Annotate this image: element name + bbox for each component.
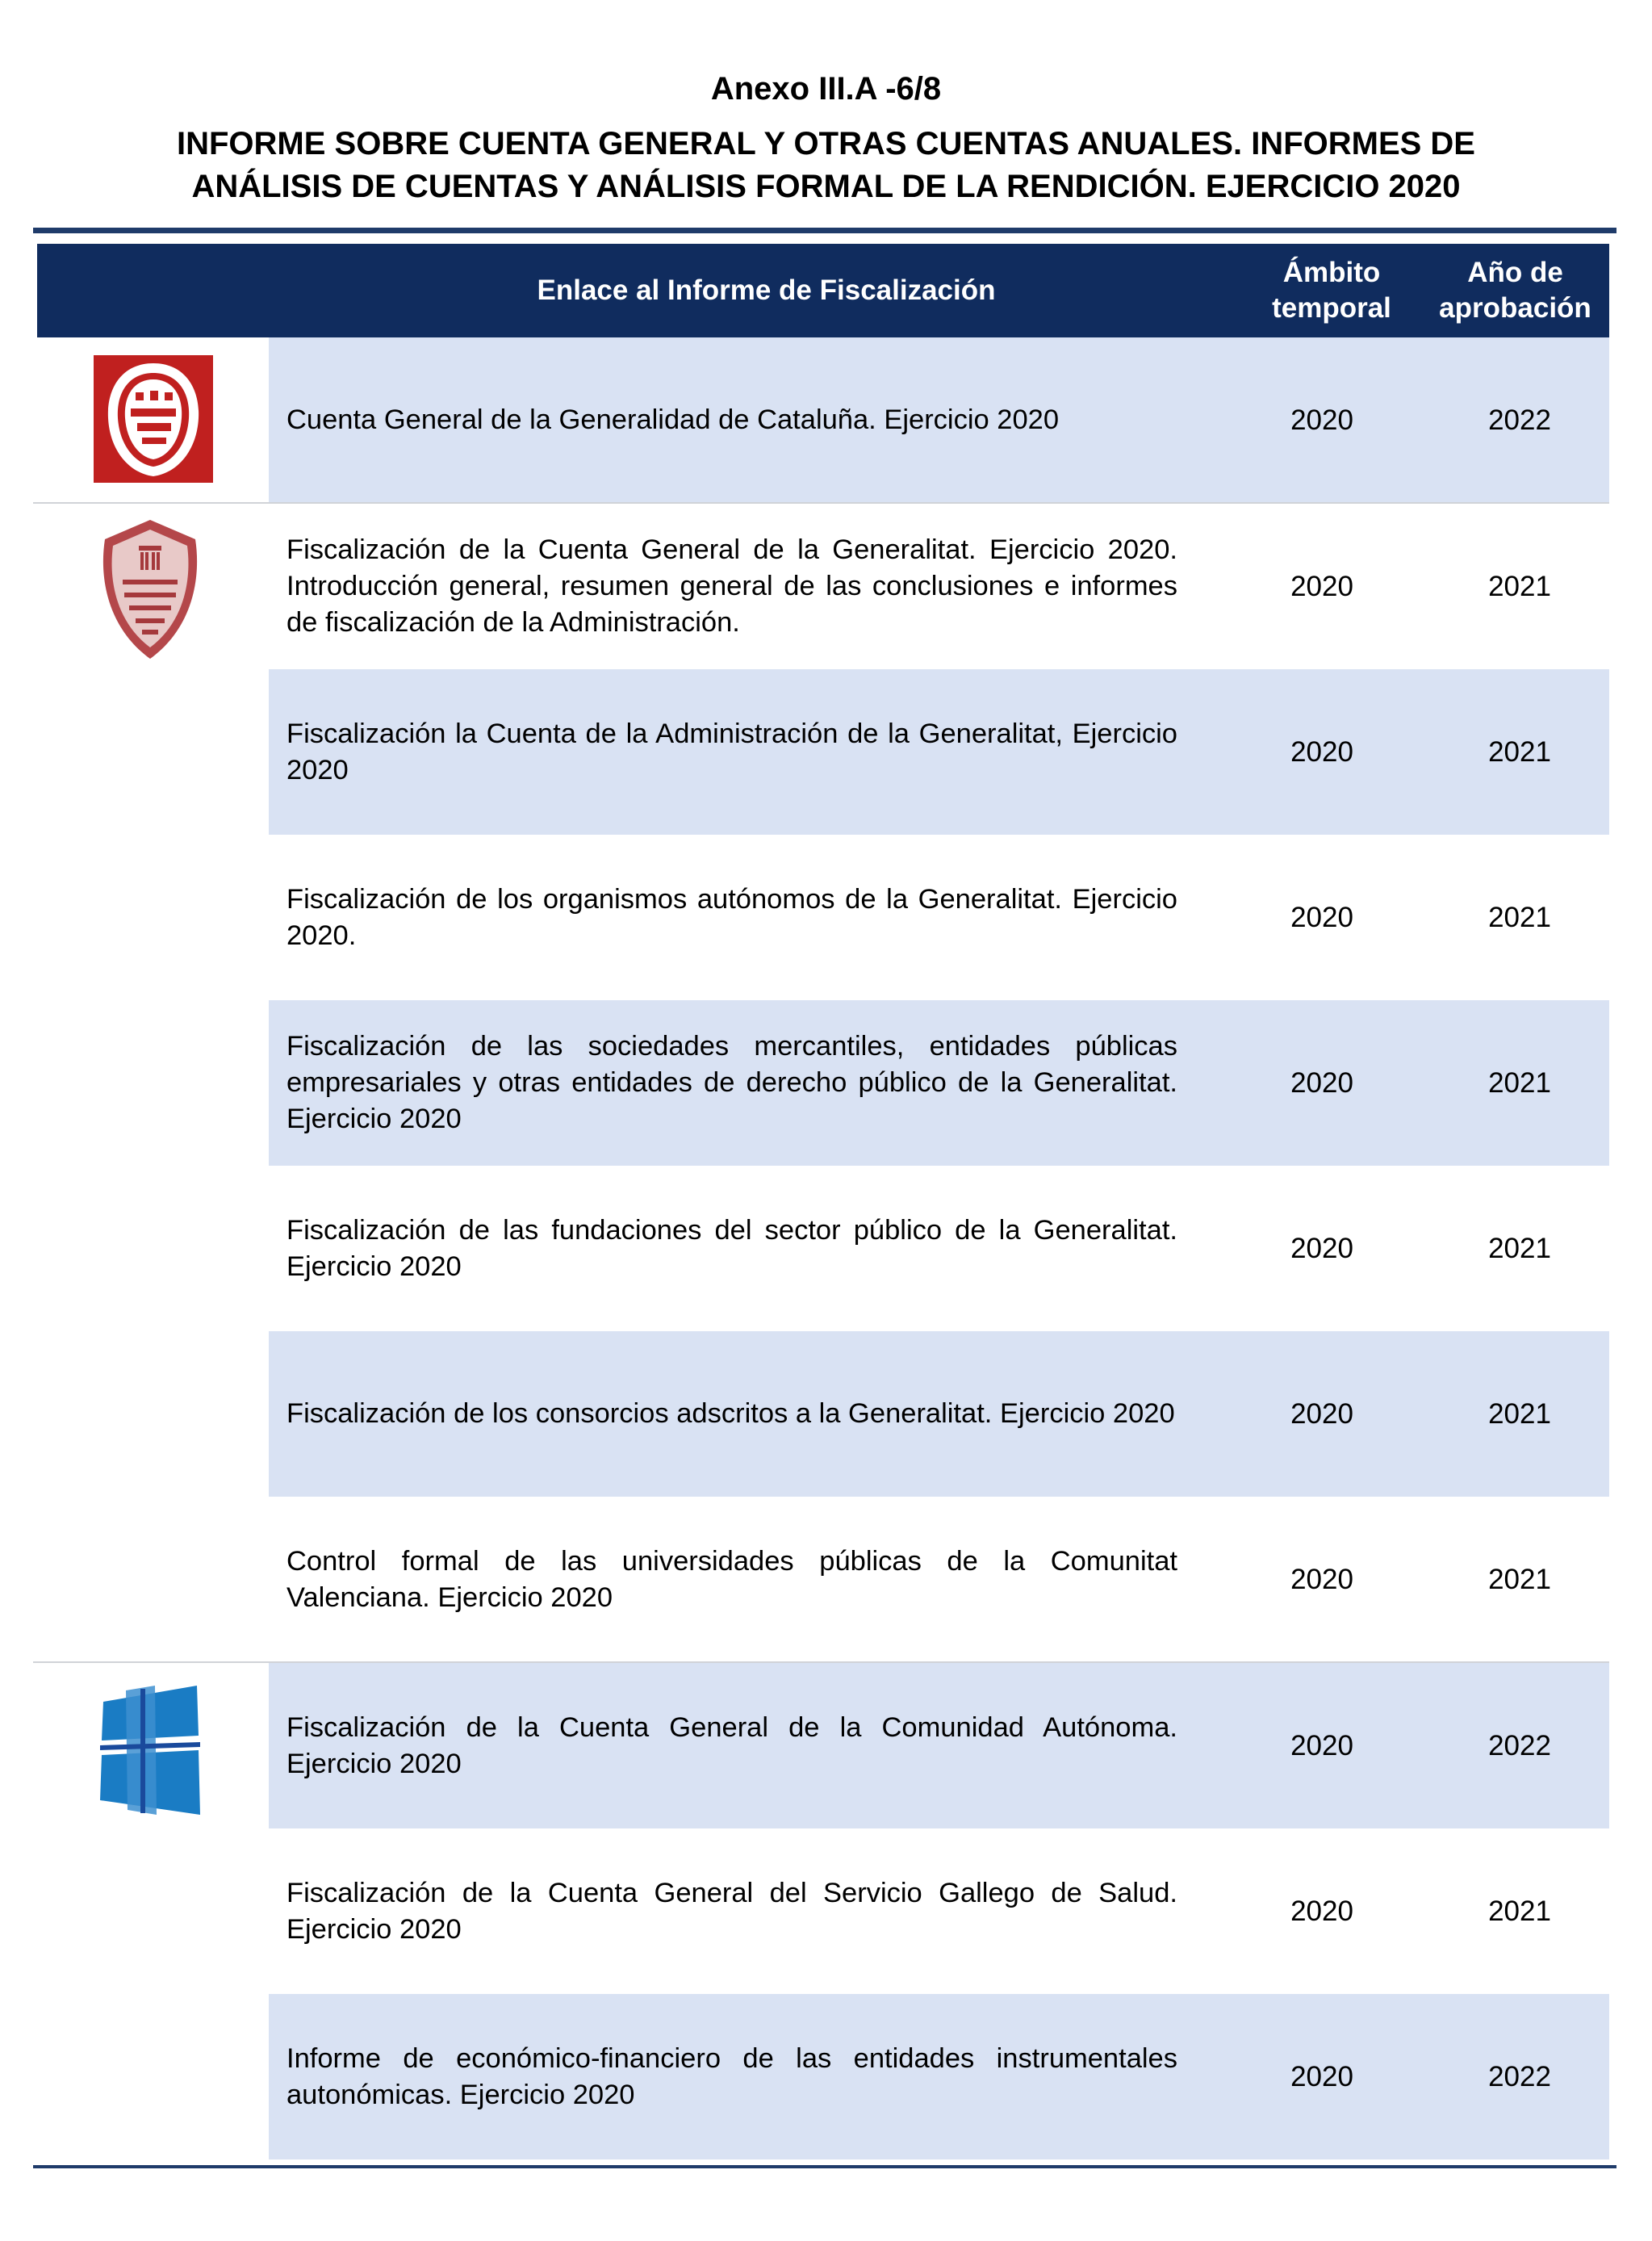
row-ano: 2022 — [1488, 404, 1551, 436]
row-ano: 2021 — [1488, 570, 1551, 602]
row-ambito: 2020 — [1290, 404, 1353, 436]
row-description[interactable]: Fiscalización de los consorcios adscritos a la Generalitat. Ejercicio 2020 — [286, 1398, 1175, 1429]
row-ambito: 2020 — [1290, 1397, 1353, 1430]
header-ambito-line-1: Ámbito — [1282, 257, 1381, 288]
row-description[interactable]: Fiscalización de la Cuenta General de la Comunidad Autónoma. Ejercicio 2020 — [286, 1711, 1177, 1779]
table-row — [269, 1331, 1609, 1497]
header-ano-line-2: aprobación — [1439, 292, 1591, 324]
table-row — [269, 1994, 1609, 2159]
table-row — [269, 669, 1609, 835]
row-ambito: 2020 — [1290, 1729, 1353, 1761]
row-description[interactable]: Fiscalización de los organismos autónomos de la Generalitat. Ejercicio 2020. — [286, 883, 1177, 951]
table-row — [269, 1497, 1609, 1662]
page-title — [48, 123, 1604, 208]
table-row — [269, 1663, 1609, 1828]
table-row — [269, 1166, 1609, 1331]
header-ano-column — [1421, 244, 1609, 337]
row-ambito: 2020 — [1290, 1895, 1353, 1927]
seal-logo-red[interactable] — [94, 355, 215, 484]
table-row — [269, 337, 1609, 503]
blue-cross-logo[interactable] — [94, 1679, 205, 1816]
title-line-2: ANÁLISIS DE CUENTAS Y ANÁLISIS FORMAL DE LA RENDICIÓN. EJERCICIO 2020 — [191, 169, 1461, 204]
row-description[interactable]: Informe de económico-financiero de las entidades instrumentales autonómicas. Ejercicio 2020 — [286, 2042, 1177, 2110]
row-description[interactable]: Control formal de las universidades públicas de la Comunitat Valenciana. Ejercicio 2020 — [286, 1545, 1177, 1613]
row-ano: 2022 — [1488, 1729, 1551, 1761]
row-ano: 2021 — [1488, 901, 1551, 933]
annex-label: Anexo III.A -6/8 — [710, 71, 942, 107]
row-ambito: 2020 — [1290, 1232, 1353, 1264]
table-row — [269, 1000, 1609, 1166]
row-ano: 2022 — [1488, 2060, 1551, 2092]
row-ambito: 2020 — [1290, 1563, 1353, 1595]
top-rule — [33, 228, 1616, 233]
row-ano: 2021 — [1488, 1563, 1551, 1595]
row-description[interactable]: Fiscalización de la Cuenta General de la Generalitat. Ejercicio 2020. Introducción general, resumen general de las conclusiones e informes de fiscalización de la Administración. — [286, 534, 1177, 638]
seal-logo-maroon[interactable] — [94, 517, 207, 662]
row-ambito: 2020 — [1290, 570, 1353, 602]
bottom-rule — [33, 2165, 1616, 2168]
row-ano: 2021 — [1488, 1232, 1551, 1264]
table-row — [269, 835, 1609, 1000]
table-row — [269, 504, 1609, 669]
row-description[interactable]: Fiscalización de las fundaciones del sector público de la Generalitat. Ejercicio 2020 — [286, 1214, 1177, 1282]
header-ambito-line-2: temporal — [1272, 292, 1391, 324]
row-description[interactable]: Fiscalización de la Cuenta General del Servicio Gallego de Salud. Ejercicio 2020 — [286, 1877, 1177, 1945]
row-ambito: 2020 — [1290, 901, 1353, 933]
header-ambito-column — [1215, 244, 1449, 337]
row-ano: 2021 — [1488, 735, 1551, 768]
row-ano: 2021 — [1488, 1066, 1551, 1099]
row-ambito: 2020 — [1290, 735, 1353, 768]
row-description[interactable]: Fiscalización la Cuenta de la Administración de la Generalitat, Ejercicio 2020 — [286, 718, 1177, 785]
row-ano: 2021 — [1488, 1895, 1551, 1927]
table-row — [269, 1828, 1609, 1994]
row-ano: 2021 — [1488, 1397, 1551, 1430]
row-description[interactable]: Cuenta General de la Generalidad de Cataluña. Ejercicio 2020 — [286, 404, 1060, 435]
row-ambito: 2020 — [1290, 1066, 1353, 1099]
row-description[interactable]: Fiscalización de las sociedades mercantiles, entidades públicas empresariales y otras entidades de derecho público de la Generalitat. Ejercicio 2020 — [286, 1031, 1177, 1134]
header-link-column: Enlace al Informe de Fiscalización — [537, 274, 996, 306]
row-ambito: 2020 — [1290, 2060, 1353, 2092]
table-header — [37, 244, 1609, 337]
header-ano-line-1: Año de — [1467, 257, 1563, 288]
title-line-1: INFORME SOBRE CUENTA GENERAL Y OTRAS CUENTAS ANUALES. INFORMES DE — [176, 126, 1475, 161]
